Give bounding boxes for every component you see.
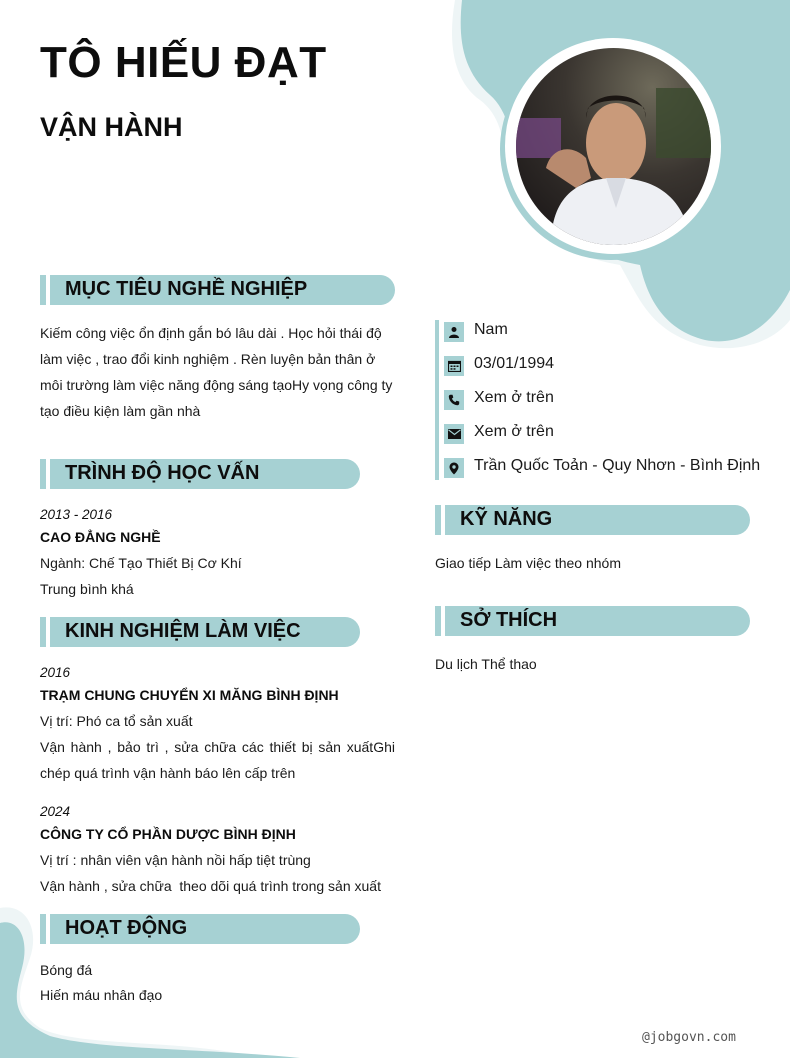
calendar-icon xyxy=(444,356,464,376)
section-header-activities xyxy=(40,914,360,944)
phone-icon xyxy=(444,390,464,410)
section-title-skills: KỸ NĂNG xyxy=(460,508,553,530)
objective-text xyxy=(40,320,400,424)
objective-line: môi trường làm việc năng động sáng tạoHy vọng công ty xyxy=(40,377,393,393)
experience-description xyxy=(40,734,395,786)
objective-line: Kiếm công việc ổn định gắn bó lâu dài . Học hỏi thái độ xyxy=(40,325,382,341)
hobbies-text: Du lịch Thể thao xyxy=(435,656,537,672)
objective-line: tạo điều kiện làm gần nhà xyxy=(40,403,201,419)
section-header-education xyxy=(40,459,360,489)
candidate-title: VẬN HÀNH xyxy=(40,112,183,142)
section-header-objective xyxy=(40,275,395,305)
experience-desc-line: Vận hành , bảo trì , sửa chữa các thiết bị sản xuấtGhi xyxy=(40,739,395,755)
mail-icon xyxy=(444,424,464,444)
experience-position: Vị trí : nhân viên vận hành nồi hấp tiệt trùng xyxy=(40,852,311,868)
section-title-experience: KINH NGHIỆM LÀM VIỆC xyxy=(65,620,301,642)
section-title-objective: MỤC TIÊU NGHỀ NGHIỆP xyxy=(65,278,308,300)
experience-desc-line: chép quá trình vận hành báo lên cấp trên xyxy=(40,765,296,781)
education-period: 2013 - 2016 xyxy=(40,507,113,522)
experience-year: 2016 xyxy=(40,665,71,680)
experience-company: TRẠM CHUNG CHUYỂN XI MĂNG BÌNH ĐỊNH xyxy=(40,687,339,703)
objective-line: làm việc , trao đổi kinh nghiệm . Rèn luyện bản thân ở xyxy=(40,351,376,367)
profile-photo xyxy=(516,48,711,245)
contact-text: 03/01/1994 xyxy=(474,355,555,372)
person-icon xyxy=(444,322,464,342)
section-header-experience xyxy=(40,617,360,647)
skills-text: Giao tiếp Làm việc theo nhóm xyxy=(435,555,621,571)
section-title-activities: HOẠT ĐỘNG xyxy=(65,917,188,939)
section-title-education: TRÌNH ĐỘ HỌC VẤN xyxy=(65,462,260,484)
experience-desc-line: Vận hành , sửa chữa theo dõi quá trình trong sản xuất xyxy=(40,878,381,894)
activity-item: Bóng đá xyxy=(40,962,93,978)
contact-text: Nam xyxy=(474,321,508,338)
experience-company: CÔNG TY CỔ PHẦN DƯỢC BÌNH ĐỊNH xyxy=(40,826,296,842)
watermark: @jobgovn.com xyxy=(642,1030,736,1045)
education-school: CAO ĐẲNG NGHỀ xyxy=(40,529,161,545)
contact-text: Xem ở trên xyxy=(474,423,554,440)
section-title-hobbies: SỞ THÍCH xyxy=(460,609,558,631)
candidate-name: TÔ HIẾU ĐẠT xyxy=(40,38,327,87)
education-grade: Trung bình khá xyxy=(40,581,134,597)
contact-text: Trần Quốc Toản - Quy Nhơn - Bình Định xyxy=(474,457,761,474)
contact-accent-bar xyxy=(435,320,439,480)
education-major: Ngành: Chế Tạo Thiết Bị Cơ Khí xyxy=(40,555,242,571)
location-pin-icon xyxy=(444,458,464,478)
contact-text: Xem ở trên xyxy=(474,389,554,406)
experience-year: 2024 xyxy=(40,804,71,819)
section-header-hobbies xyxy=(435,606,750,636)
section-header-skills xyxy=(435,505,750,535)
activity-item: Hiến máu nhân đạo xyxy=(40,987,163,1003)
experience-position: Vị trí: Phó ca tổ sản xuất xyxy=(40,713,193,729)
